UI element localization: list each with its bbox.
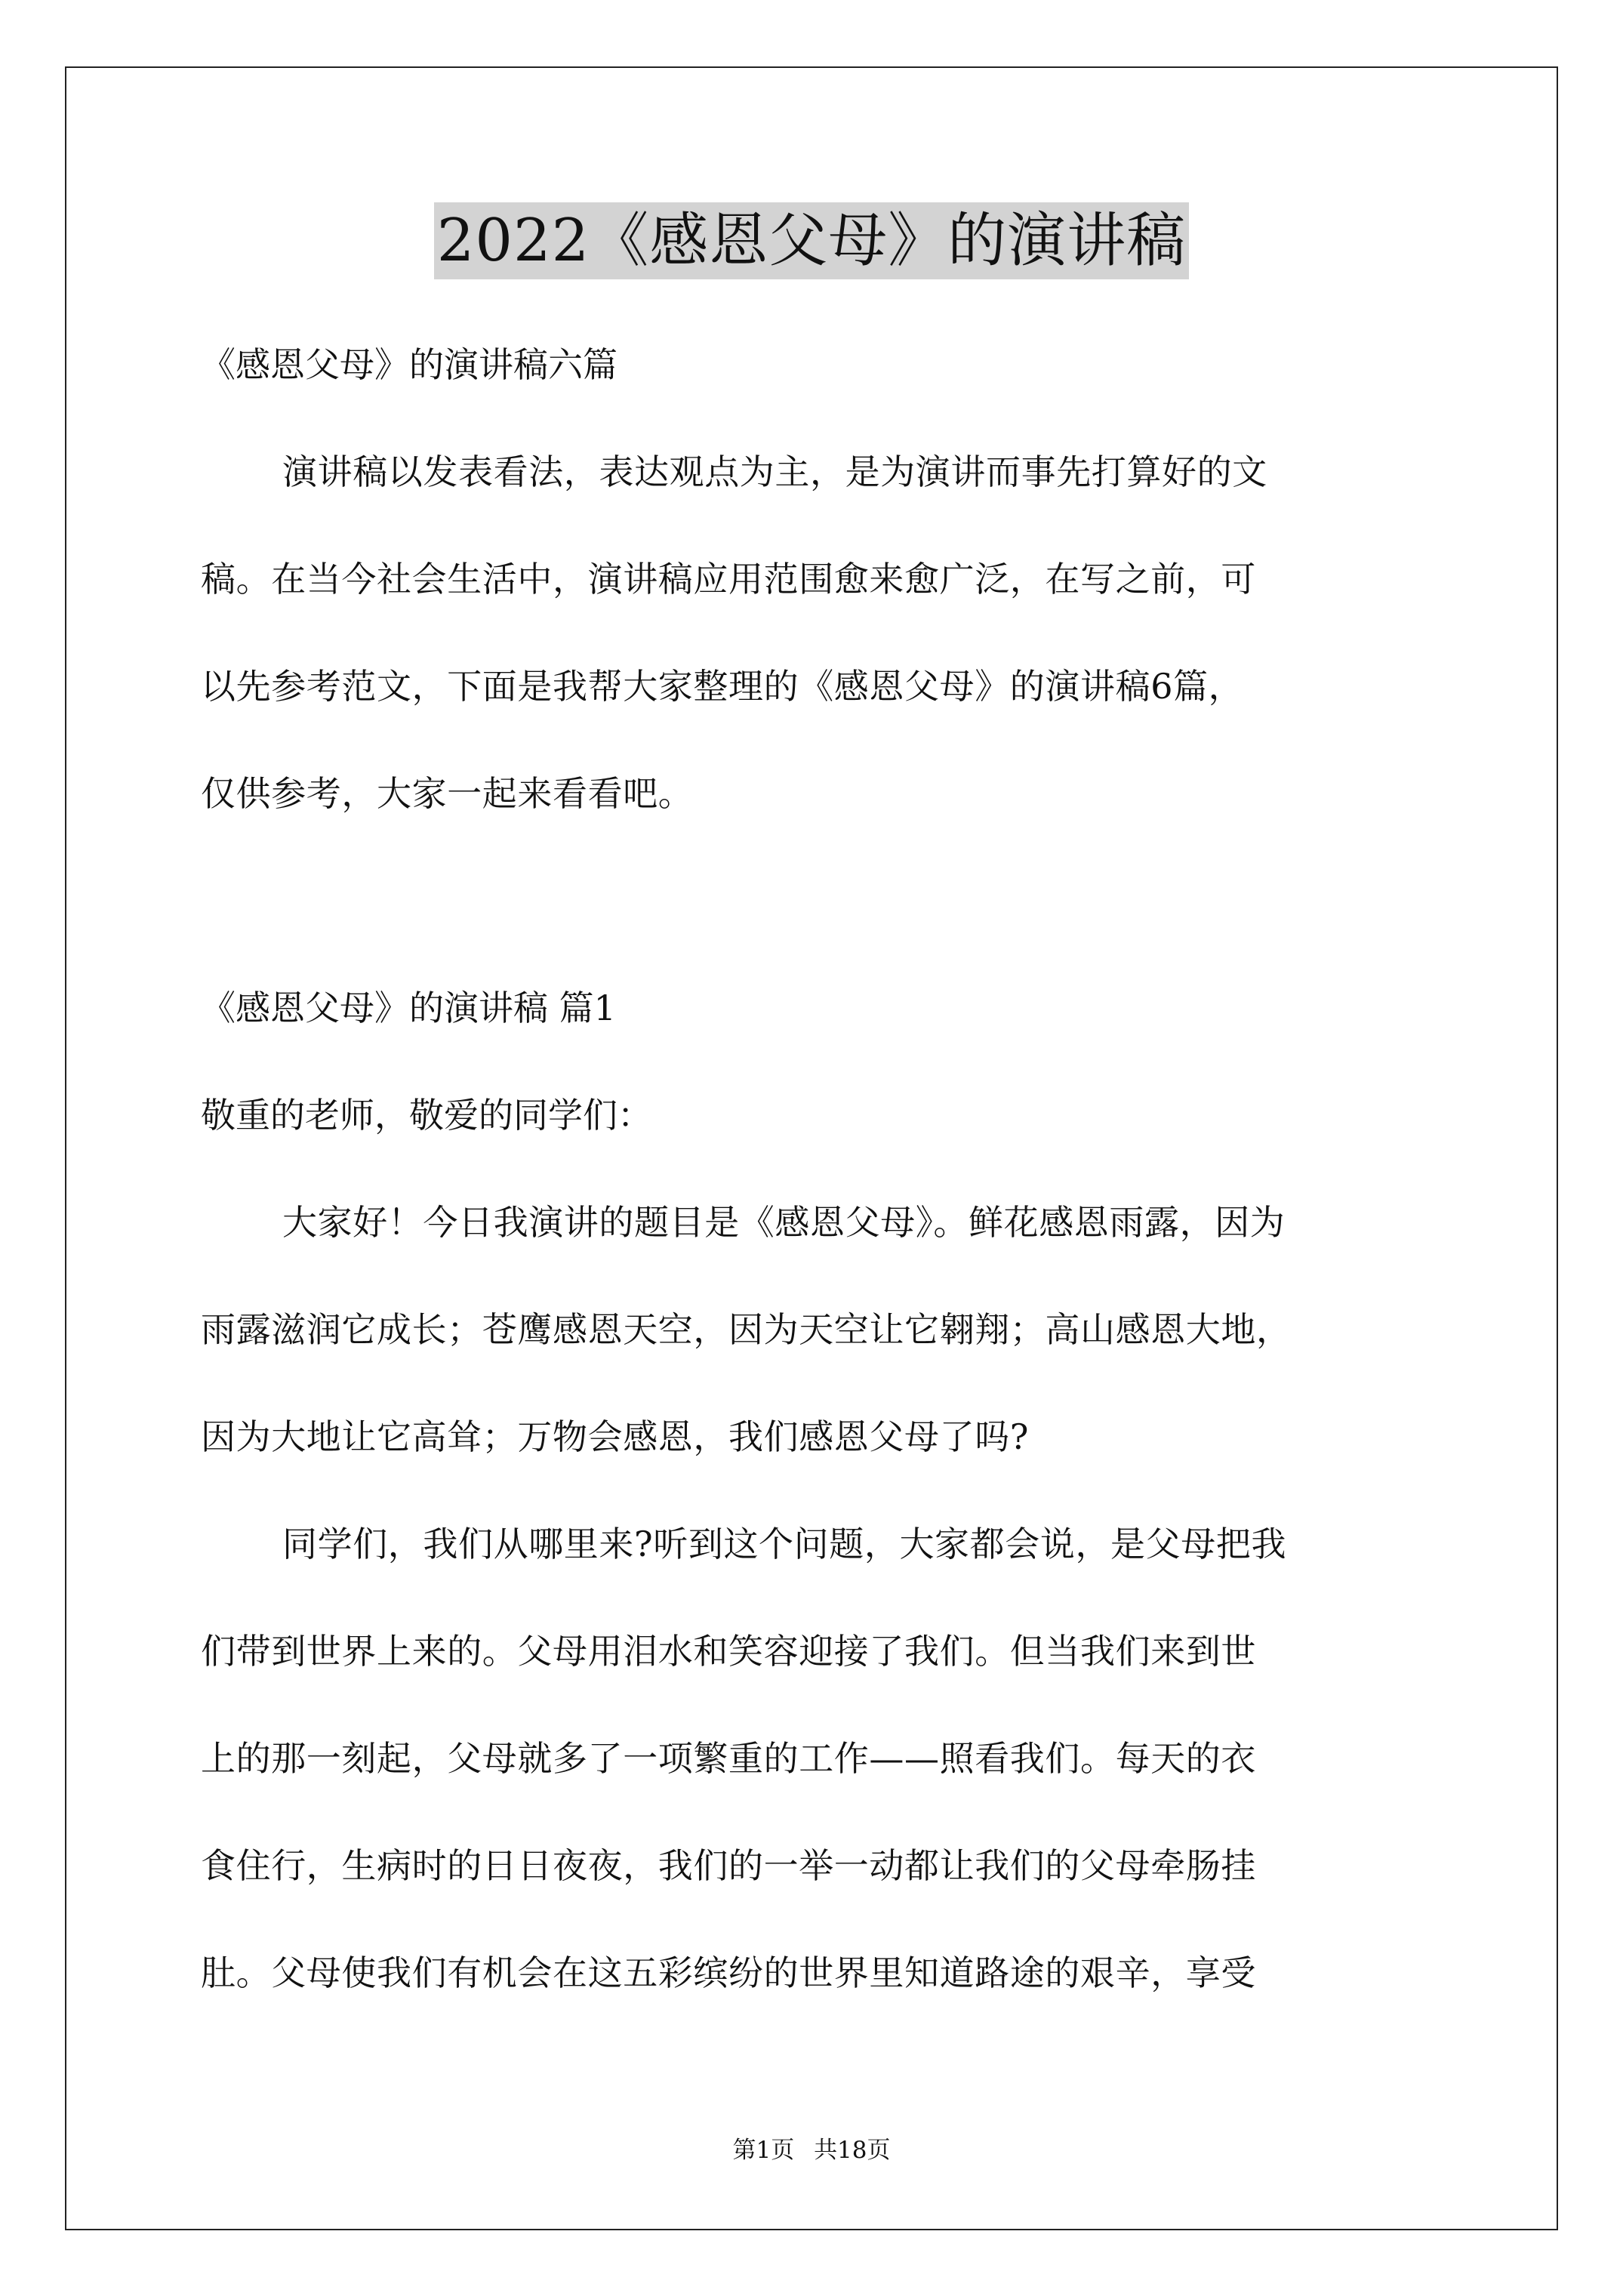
salutation: 敬重的老师，敬爱的同学们： [201, 1095, 652, 1136]
paragraph-line: 稿。在当今社会生活中，演讲稿应用范围愈来愈广泛，在写之前，可 [201, 559, 1256, 599]
paragraph-line: 雨露滋润它成长；苍鹰感恩天空，因为天空让它翱翔；高山感恩大地， [201, 1309, 1292, 1350]
page-footer [0, 2135, 1623, 2165]
page-total: 共18页 [814, 2137, 891, 2164]
speech-paragraph-2 [201, 1490, 1439, 2026]
paragraph-line: 上的那一刻起，父母就多了一项繁重的工作——照看我们。每天的衣 [201, 1738, 1256, 1779]
section-heading: 《感恩父母》的演讲稿 篇1 [201, 988, 616, 1028]
paragraph-line: 仅供参考，大家一起来看看吧。 [201, 773, 694, 814]
page-number: 第1页 [732, 2137, 795, 2164]
document-title: 2022《感恩父母》的演讲稿 [434, 202, 1190, 279]
intro-paragraph [201, 418, 1439, 847]
paragraph-line: 同学们，我们从哪里来?听到这个问题，大家都会说，是父母把我 [282, 1524, 1287, 1564]
paragraph-line: 以先参考范文，下面是我帮大家整理的《感恩父母》的演讲稿6篇， [201, 666, 1244, 707]
paragraph-line: 食住行，生病时的日日夜夜，我们的一举一动都让我们的父母牵肠挂 [201, 1845, 1256, 1886]
paragraph-line: 大家好！今日我演讲的题目是《感恩父母》。鲜花感恩雨露，因为 [282, 1202, 1286, 1243]
paragraph-line: 演讲稿以发表看法，表达观点为主，是为演讲而事先打算好的文 [282, 451, 1267, 492]
title-container [0, 202, 1623, 279]
paragraph-line: 们带到世界上来的。父母用泪水和笑容迎接了我们。但当我们来到世 [201, 1631, 1256, 1672]
paragraph-line: 肚。父母使我们有机会在这五彩缤纷的世界里知道路途的艰辛，享受 [201, 1952, 1256, 1993]
paragraph-line: 因为大地让它高耸；万物会感恩，我们感恩父母了吗? [201, 1416, 1030, 1457]
speech-paragraph-1 [201, 1169, 1439, 1490]
blank-line [201, 847, 1439, 954]
subtitle: 《感恩父母》的演讲稿六篇 [201, 344, 617, 385]
document-body [201, 311, 1439, 2026]
